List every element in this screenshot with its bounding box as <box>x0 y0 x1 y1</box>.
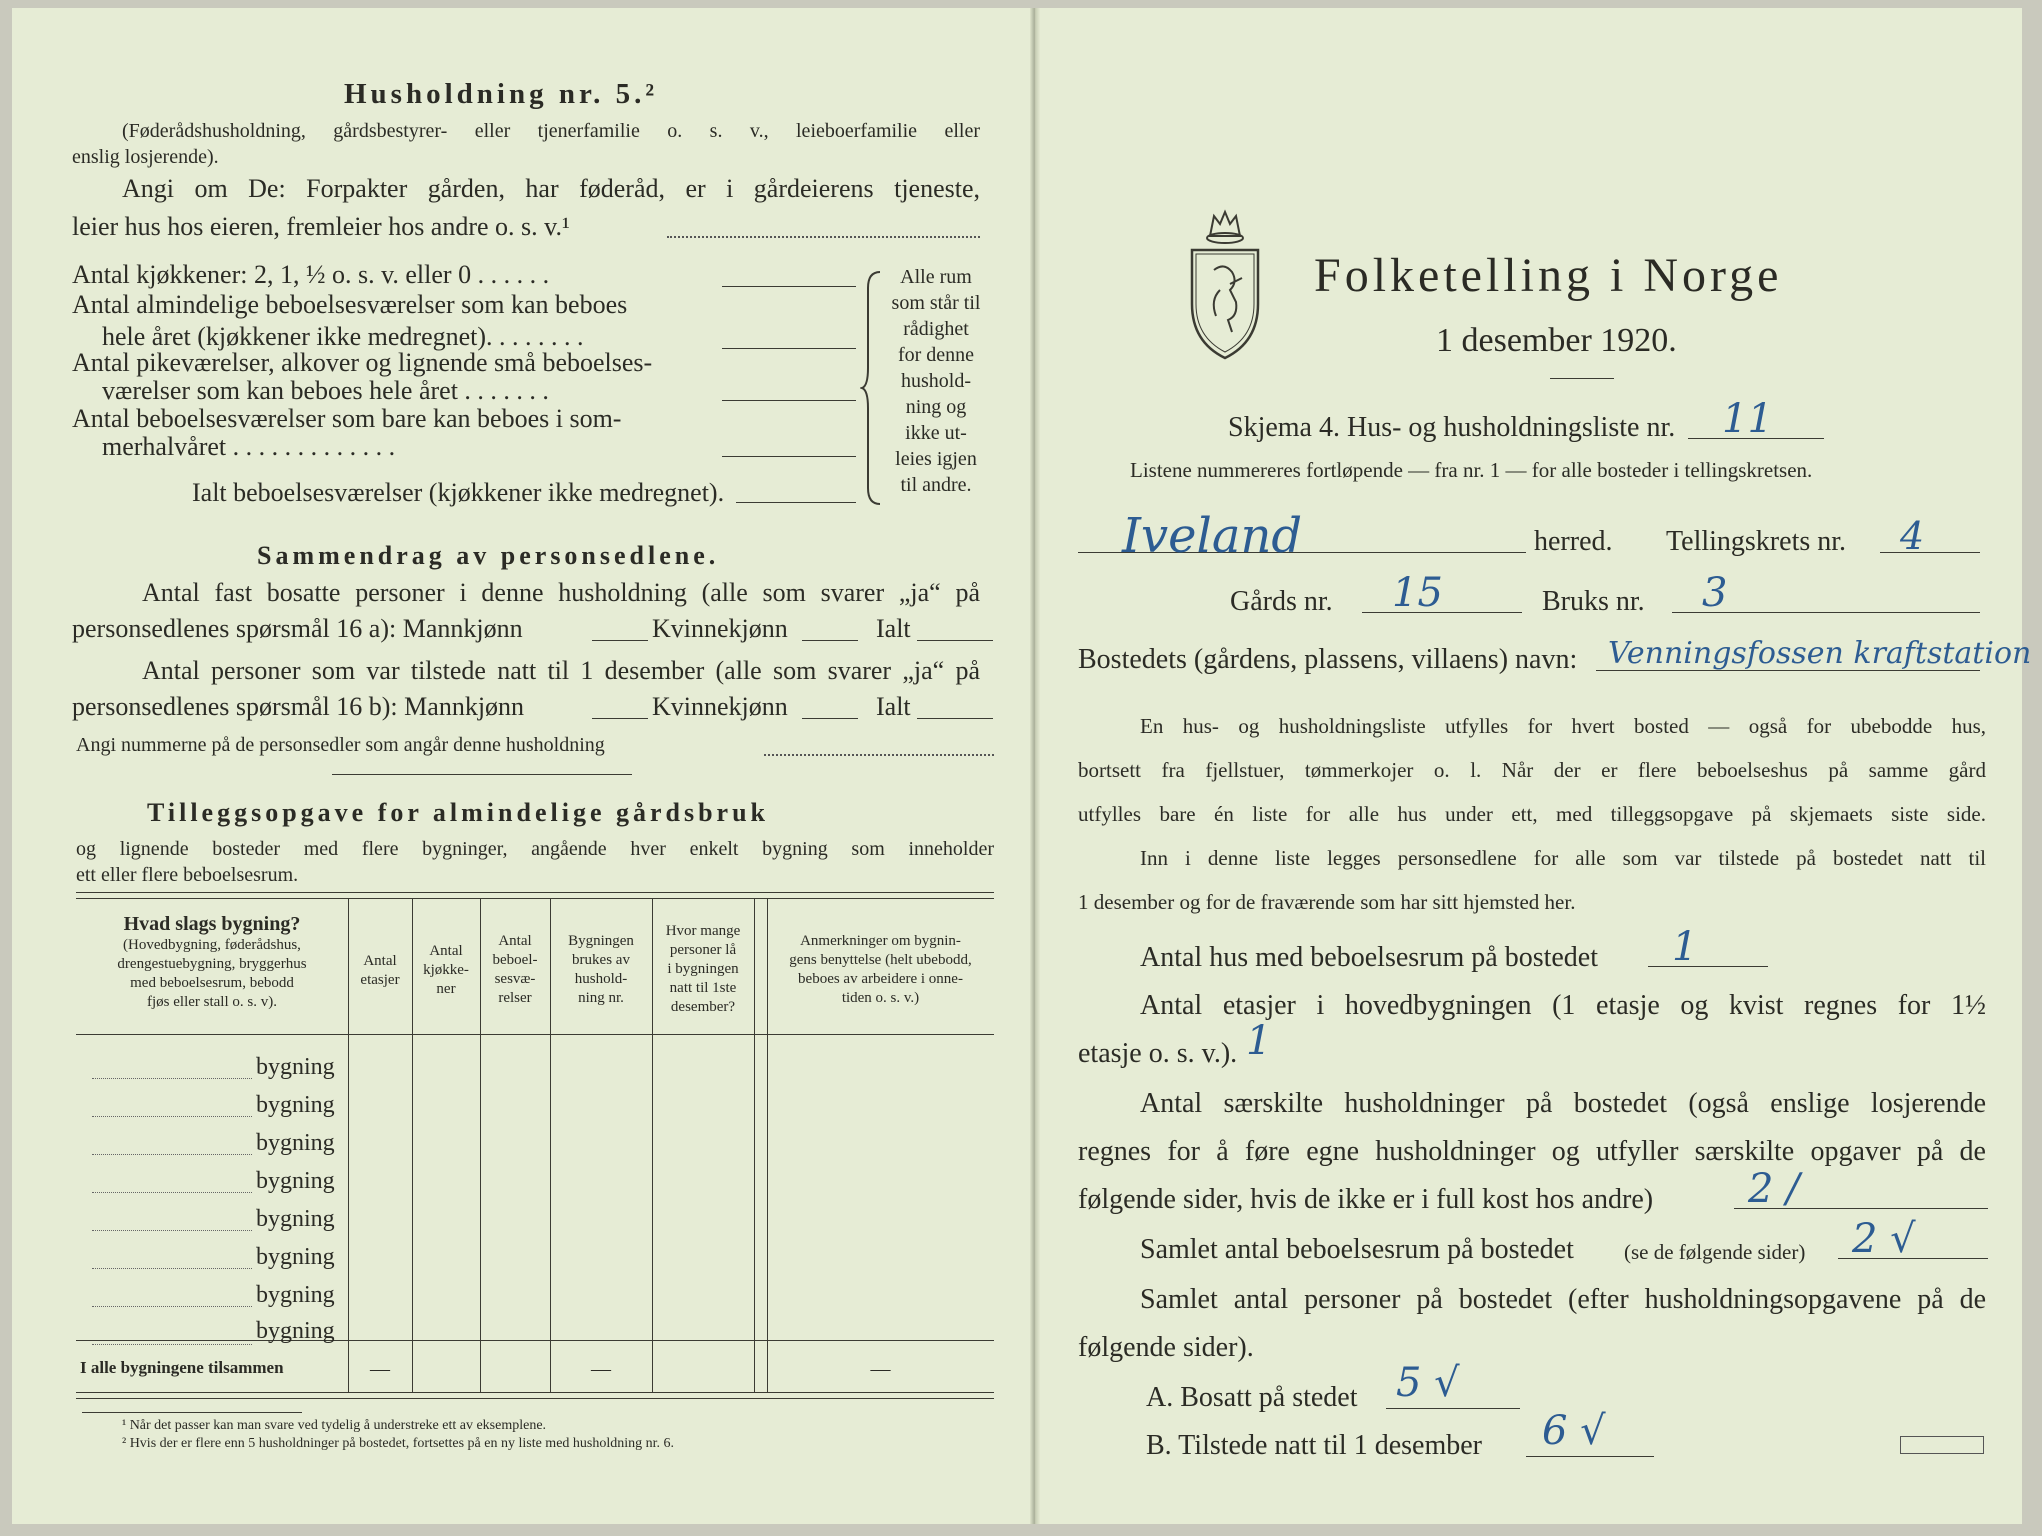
room-answer-3 <box>722 400 856 401</box>
etasjer-line-1: Antal etasjer i hovedbygningen (1 etasje og kvist regnes for 1½ <box>1140 990 1986 1021</box>
col-header-bygning: Hvad slags bygning? (Hovedbygning, føderådshus, drengestuebygning, bryggerhus med beboelsesrum, bebodd fjøs eller stall o. s. v). <box>117 913 307 1010</box>
antal-hus-value: 1 <box>1672 924 1698 970</box>
bostedets-value: Venningsfossen kraftstation <box>1608 636 2032 671</box>
room-line-7: merhalvåret . . . . . . . . . . . . . <box>102 432 396 461</box>
room-line-6: Antal beboelsesværelser som bare kan beboes i som- <box>72 404 622 433</box>
nummer-answer <box>764 754 994 756</box>
title-separator <box>1550 378 1614 379</box>
table-row-label: bygning <box>256 1130 335 1156</box>
saerskilte-line-1: Antal særskilte husholdninger på bostedet (også enslige losjerende <box>1140 1088 1986 1119</box>
census-title: Folketelling i Norge <box>1314 249 1783 302</box>
room-line-1: Antal kjøkkener: 2, 1, ½ o. s. v. eller 0 . . . . . . <box>72 260 550 289</box>
nummer-line: Angi nummerne på de personsedler som angår denne husholdning <box>76 734 605 756</box>
table-row-label: bygning <box>256 1168 335 1194</box>
total-row-label: I alle bygningene tilsammen <box>80 1358 284 1377</box>
ask-line-2: leier hus hos eieren, fremleier hos andre o. s. v.¹ <box>72 212 570 241</box>
coat-of-arms-icon <box>1180 204 1270 364</box>
summary-line-4: personsedlenes spørsmål 16 b): Mannkjønn <box>72 692 525 721</box>
kvinne-label-2: Kvinnekjønn <box>652 692 788 721</box>
room-line-5: værelser som kan beboes hele året . . . . . . . <box>102 376 549 405</box>
total-rooms-answer <box>736 502 856 503</box>
col-header-kjokkener: Antal kjøkke- ner <box>423 943 469 997</box>
room-line-4: Antal pikeværelser, alkover og lignende små beboelses- <box>72 348 653 377</box>
listene-note: Listene nummereres fortløpende — fra nr. 1 — for alle bosteder i tellingskretsen. <box>1130 458 1813 482</box>
total-dash: — <box>870 1358 891 1380</box>
herred-value: Iveland <box>1122 508 1303 564</box>
bruks-value: 3 <box>1702 570 1728 616</box>
room-answer-1 <box>722 286 856 287</box>
ialt-label-1: Ialt <box>876 614 911 643</box>
tillegg-line-1: og lignende bosteder med flere bygninger, angående hver enkelt bygning som inneholder <box>76 838 994 860</box>
table-row-label: bygning <box>256 1092 335 1118</box>
etasjer-line-2: etasje o. s. v.). <box>1078 1038 1238 1069</box>
instruction-5: 1 desember og for de fraværende som har sitt hjemsted her. <box>1078 890 1576 914</box>
mann-answer-1 <box>592 640 648 641</box>
total-rooms: Ialt beboelsesværelser (kjøkkener ikke medregnet). <box>192 478 725 507</box>
kvinne-answer-1 <box>802 640 858 641</box>
samlet-rum-value: 2 √ <box>1852 1216 1916 1262</box>
tilstede-underline <box>1526 1456 1654 1457</box>
skjema-label: Skjema 4. Hus- og husholdningsliste nr. <box>1228 412 1676 443</box>
room-line-3: hele året (kjøkkener ikke medregnet). . . . . . . . <box>102 322 584 351</box>
ask-answer-line <box>667 236 980 238</box>
col-header-personer: Hvor mange personer lå i bygningen natt til 1ste desember? <box>665 923 741 1015</box>
col-header-anmerkninger: Anmerkninger om bygnin- gens benyttelse (helt ubebodd, beboes av arbeidere i onne- tiden o. s. v.) <box>789 933 972 1006</box>
brace-note: Alle rum som står til rådighet for denne hushold- ning og ikke ut- leies igjen til andre. <box>891 266 981 496</box>
instruction-2: bortsett fra fjellstuer, tømmerkojer o. l. Når der er flere beboelseshus på samme gård <box>1078 758 1986 782</box>
footnote-rule <box>82 1412 302 1413</box>
saerskilte-value: 2 / <box>1748 1166 1800 1212</box>
census-date: 1 desember 1920. <box>1436 322 1677 359</box>
room-answer-2 <box>722 348 856 349</box>
table-row-label: bygning <box>256 1318 335 1344</box>
antal-hus-underline <box>1648 966 1768 967</box>
summary-line-2: personsedlenes spørsmål 16 a): Mannkjønn <box>72 614 523 643</box>
samlet-rum-label: Samlet antal beboelsesrum på bostedet <box>1140 1234 1574 1265</box>
household-note-1: (Føderådshusholdning, gårdsbestyrer- eller tjenerfamilie o. s. v., leieboerfamilie eller <box>122 120 980 142</box>
page-fold <box>1030 8 1040 1524</box>
tillegg-line-2: ett eller flere beboelsesrum. <box>76 864 299 886</box>
instruction-3: utfylles bare én liste for alle hus under ett, med tilleggsopgave på skjemaets siste side. <box>1078 802 1986 826</box>
household-title: Husholdning nr. 5.² <box>344 78 659 110</box>
bosatt-underline <box>1386 1408 1520 1409</box>
brace-icon <box>860 268 886 508</box>
household-note-2: enslig losjerende). <box>72 146 219 168</box>
tilstede-value: 6 √ <box>1542 1408 1606 1454</box>
tilstede-label: B. Tilstede natt til 1 desember <box>1146 1430 1482 1461</box>
tellingskrets-underline <box>1880 552 1980 553</box>
footnote-1: ¹ Når det passer kan man svare ved tydelig å understreke ett av eksemplene. <box>122 1418 547 1433</box>
kvinne-answer-2 <box>802 718 858 719</box>
footnote-2: ² Hvis der er flere enn 5 husholdninger på bostedet, fortsettes på en ny liste med husholdning nr. 6. <box>122 1436 675 1451</box>
bruks-label: Bruks nr. <box>1542 586 1645 617</box>
table-row-label: bygning <box>256 1054 335 1080</box>
herred-label: herred. <box>1534 526 1613 557</box>
instruction-4: Inn i denne liste legges personsedlene for alle som var tilstede på bostedet natt til <box>1140 846 1986 870</box>
col-header-husholdning: Bygningen brukes av hushold- ning nr. <box>568 933 634 1006</box>
antal-hus-label: Antal hus med beboelsesrum på bostedet <box>1140 942 1599 973</box>
tellingskrets-value: 4 <box>1900 514 1925 558</box>
gards-label: Gårds nr. <box>1230 586 1333 617</box>
samlet-pers-line-1: Samlet antal personer på bostedet (efter husholdningsopgavene på de <box>1140 1284 1986 1315</box>
bostedets-label: Bostedets (gårdens, plassens, villaens) navn: <box>1078 644 1578 675</box>
etasjer-value: 1 <box>1246 1018 1272 1064</box>
table-row-label: bygning <box>256 1206 335 1232</box>
col-header-beboelsesvaerelser: Antal beboel- sesvæ- relser <box>492 933 538 1006</box>
room-line-2: Antal almindelige beboelsesværelser som kan beboes <box>72 290 628 319</box>
section-separator <box>332 774 632 775</box>
table-row-label: bygning <box>256 1244 335 1270</box>
ask-line-1: Angi om De: Forpakter gården, har føderåd, er i gårdeierens tjeneste, <box>122 174 980 203</box>
summary-title: Sammendrag av personsedlene. <box>257 541 720 570</box>
summary-line-1: Antal fast bosatte personer i denne husholdning (alle som svarer „ja“ på <box>142 578 980 607</box>
bosatt-label: A. Bosatt på stedet <box>1146 1382 1358 1413</box>
bosatt-value: 5 √ <box>1396 1360 1460 1406</box>
samlet-rum-note: (se de følgende sider) <box>1624 1240 1806 1264</box>
table-row-label: bygning <box>256 1282 335 1308</box>
printer-stamp <box>1900 1436 1984 1454</box>
ialt-label-2: Ialt <box>876 692 911 721</box>
tellingskrets-label: Tellingskrets nr. <box>1666 526 1847 557</box>
total-dash: — <box>591 1358 611 1380</box>
saerskilte-line-2: regnes for å føre egne husholdninger og utfyller særskilte opgaver på de <box>1078 1136 1986 1167</box>
room-answer-4 <box>722 456 856 457</box>
skjema-value: 11 <box>1722 396 1773 442</box>
col-header-etasjer: Antal etasjer <box>360 953 400 988</box>
tillegg-title: Tilleggsopgave for almindelige gårdsbruk <box>147 798 770 827</box>
mann-answer-2 <box>592 718 648 719</box>
saerskilte-line-3: følgende sider, hvis de ikke er i full kost hos andre) <box>1078 1184 1654 1215</box>
census-sheet <box>12 8 2032 1524</box>
samlet-pers-line-2: følgende sider). <box>1078 1332 1254 1363</box>
ialt-answer-1 <box>917 640 993 641</box>
ialt-answer-2 <box>917 718 993 719</box>
instruction-1: En hus- og husholdningsliste utfylles for hvert bosted — også for ubebodde hus, <box>1140 714 1986 738</box>
total-dash: — <box>370 1358 390 1380</box>
kvinne-label-1: Kvinnekjønn <box>652 614 788 643</box>
gards-value: 15 <box>1392 570 1443 616</box>
summary-line-3: Antal personer som var tilstede natt til 1 desember (alle som svarer „ja“ på <box>142 656 980 685</box>
